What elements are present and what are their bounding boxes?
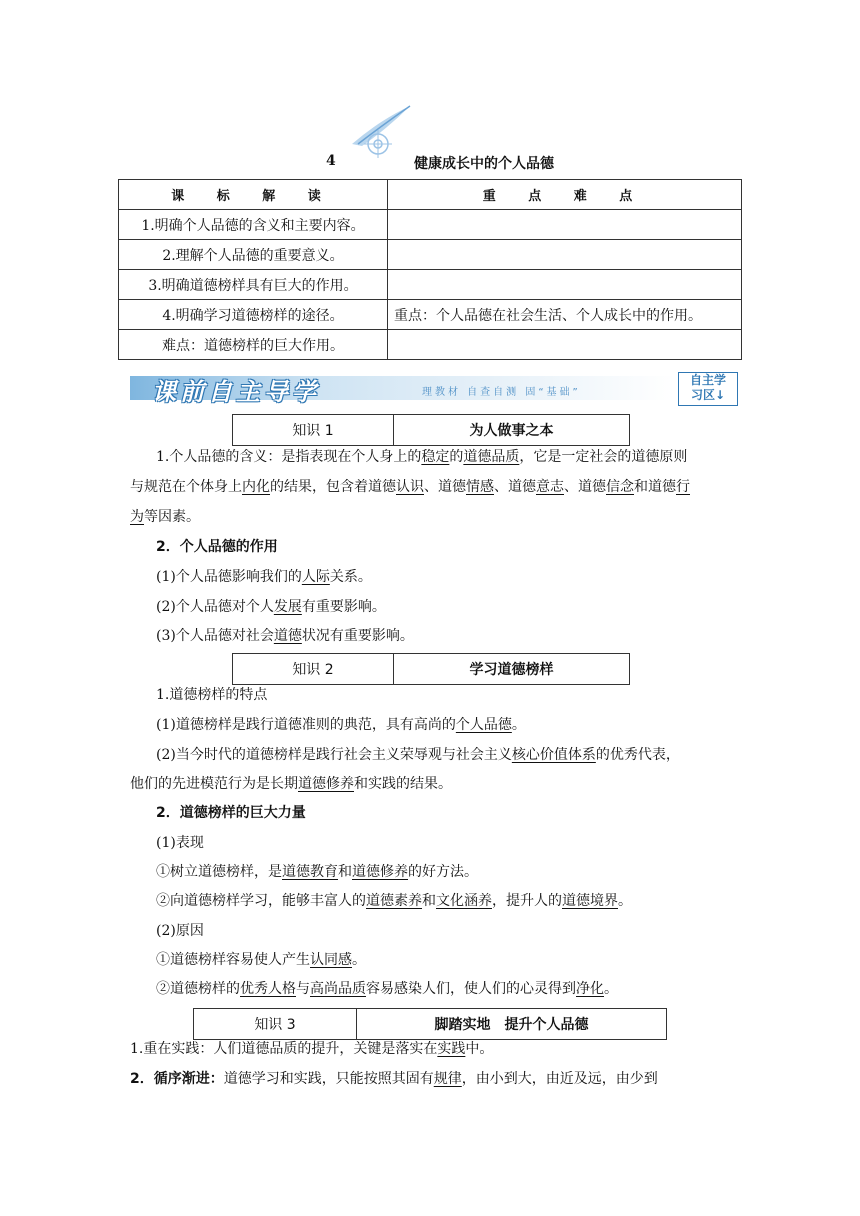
lesson-title: 健康成长中的个人品德 <box>414 156 554 172</box>
table-row <box>119 270 742 300</box>
table-cell <box>388 270 742 300</box>
paragraph-line: ①树立道德榜样，是道德教育和道德修养的好方法。 <box>156 864 478 880</box>
rocket-logo-icon <box>340 100 420 162</box>
paragraph-line: ②向道德榜样学习，能够丰富人的道德素养和文化涵养，提升人的道德境界。 <box>156 893 632 909</box>
section-heading: 2．道德榜样的巨大力量 <box>156 805 306 821</box>
table-row <box>119 210 742 240</box>
paragraph-line: ②道德榜样的优秀人格与高尚品质容易感染人们，使人们的心灵得到净化。 <box>156 981 618 997</box>
paragraph-line: 为等因素。 <box>130 509 200 525</box>
paragraph-line: ①道德榜样容易使人产生认同感。 <box>156 952 366 968</box>
paragraph-line: (2)原因 <box>156 923 204 939</box>
table-row <box>119 330 742 360</box>
knowledge-label: 知识 3 <box>194 1009 357 1039</box>
table-cell: 3.明确道德榜样具有巨大的作用。 <box>119 270 388 300</box>
badge-line-1: 自主学 <box>689 373 726 387</box>
column-header-curriculum: 课 标 解 读 <box>119 180 388 210</box>
knowledge-2-box <box>232 653 630 685</box>
paragraph-line: 与规范在个体身上内化的结果，包含着道德认识、道德情感、道德意志、道德信念和道德行 <box>130 479 690 495</box>
column-header-key-points: 重 点 难 点 <box>388 180 742 210</box>
table-row <box>119 240 742 270</box>
knowledge-label: 知识 2 <box>233 654 394 684</box>
table-cell: 2.理解个人品德的重要意义。 <box>119 240 388 270</box>
lesson-number: 4 <box>326 153 336 169</box>
paragraph-line: (1)表现 <box>156 835 204 851</box>
paragraph-line: 他们的先进模范行为是长期道德修养和实践的结果。 <box>130 776 452 792</box>
self-study-badge <box>678 372 738 406</box>
paragraph-line: 1.重在实践：人们道德品质的提升，关键是落实在实践中。 <box>130 1041 494 1057</box>
objectives-table <box>118 179 742 360</box>
paragraph-line: (2)当今时代的道德榜样是践行社会主义荣辱观与社会主义核心价值体系的优秀代表， <box>156 747 680 763</box>
table-cell: 4.明确学习道德榜样的途径。 <box>119 300 388 330</box>
paragraph-line: 1.个人品德的含义：是指表现在个人身上的稳定的道德品质，它是一定社会的道德原则 <box>156 449 688 465</box>
knowledge-title: 脚踏实地 提升个人品德 <box>434 1017 589 1033</box>
banner-title: 课前自主导学 <box>152 378 320 406</box>
table-row <box>119 300 742 330</box>
paragraph-line: 2．循序渐进：道德学习和实践，只能按照其固有规律，由小到大，由近及远，由少到 <box>130 1071 658 1087</box>
paragraph-line: (2)个人品德对个人发展有重要影响。 <box>156 599 386 615</box>
paragraph-line: (1)个人品德影响我们的人际关系。 <box>156 569 372 585</box>
table-cell <box>388 240 742 270</box>
table-header-row <box>119 180 742 210</box>
badge-line-2: 习区↓ <box>690 388 726 402</box>
section-heading: 2．个人品德的作用 <box>156 539 278 555</box>
banner-subtitle: 理教材 自查自测 固“基础” <box>422 387 581 398</box>
knowledge-title: 为人做事之本 <box>469 423 554 439</box>
knowledge-title: 学习道德榜样 <box>469 662 554 678</box>
section-banner <box>130 370 738 406</box>
knowledge-label: 知识 1 <box>233 415 394 445</box>
table-cell <box>388 330 742 360</box>
table-cell: 难点：道德榜样的巨大作用。 <box>119 330 388 360</box>
table-cell: 重点：个人品德在社会生活、个人成长中的作用。 <box>388 300 742 330</box>
paragraph-line: (1)道德榜样是践行道德准则的典范，具有高尚的个人品德。 <box>156 717 526 733</box>
table-cell <box>388 210 742 240</box>
paragraph-line: (3)个人品德对社会道德状况有重要影响。 <box>156 628 414 644</box>
paragraph-line: 1.道德榜样的特点 <box>156 687 268 703</box>
table-cell: 1.明确个人品德的含义和主要内容。 <box>119 210 388 240</box>
